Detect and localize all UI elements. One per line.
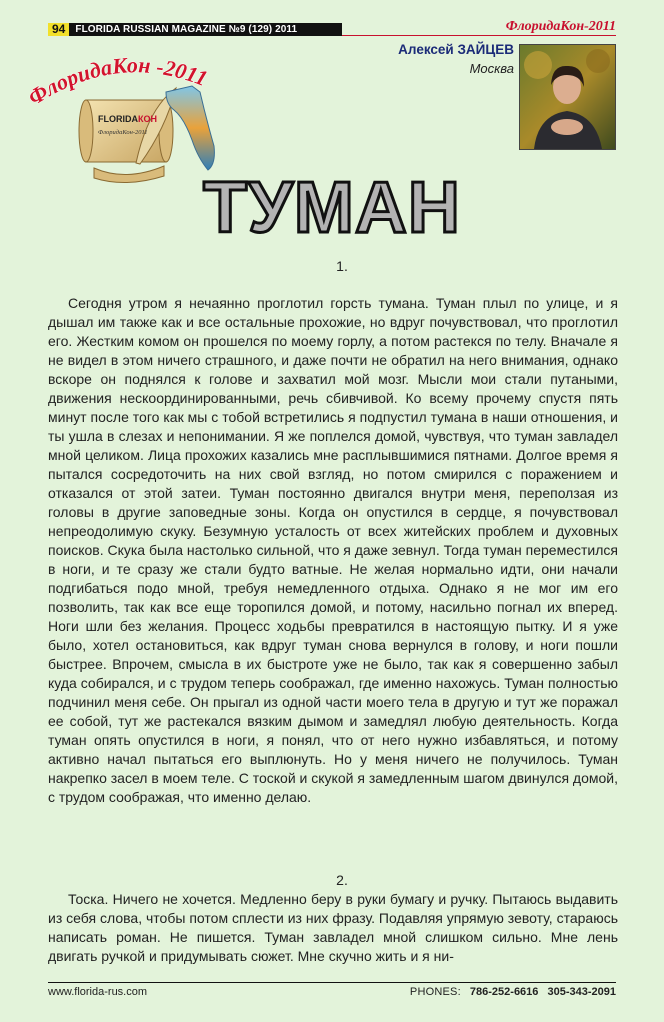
phones-label: PHONES: [409,986,461,998]
author-city: Москва [469,61,514,76]
magazine-header-bar [48,23,342,36]
section-1-text: Сегодня утром я нечаянно проглотил горсть тумана. Туман плыл по улице, и я дышал им также как и все остальные прохожие, но вдруг почувствовал, что проглотил его. Жестким комом он прошелся по моему горлу, а потом растекся по телу. Вначале я не видел в этом ничего страшного, и даже почти не обратил на него внимания, однако вскоре он поднялся к голове и захватил мой мозг. Мысли мои стали путаными, движения нескоординированными, речь сбивчивой. Ко всему прочему спустя пять минут после того как мы с тобой встретились я подпустил тумана в наши отношения, и ты ушла в слезах и непонимании. Я же поплелся домой, чувствуя, что туман завладел мной целиком. Лица прохожих казались мне расплывшимися пятнами. Долгое время я пытался сосредоточить на них свой взгляд, но потом смирился с поражением и отказался от этой затеи. Туман постоянно двигался внутри меня, переползая из головы в другие заповедные зоны. Когда он опустился в сердце, я почувствовал непреодолимую скуку. Безумную усталость от всех житейских проблем и духовных поисков. Скука была настолько сильной, что я даже зевнул. Тогда туман переместился в ноги, и те сразу же стали будто ватные. Не желая нормально идти, они начали подгибаться подо мной, требуя немедленного отдыха. Однако я не мог им его позволить, так как все еще торопился домой, и потому, насильно погнал их вперед. Ноги шли без желания. Процесс ходьбы превратился в настоящую пытку. И я уже было, хотел остановиться, как вдруг туман снова вернулся в голову, и ноги пошли быстрее. Впрочем, смысла в их быстроте уже не было, так как я совершенно забыл куда собирался, и с трудом теперь соображал, где именно нахожусь. Туман полностью подчинил меня себе. Он прыгал из одной части моего тела в другую и тут же поражал ее собой, тут же растекался вязким дымом и замедлял любую деятельность. Когда туман опять опустился в ноги, я понял, что от него нужно избавляться, и потому активно начал пытаться его выплюнуть. Но у меня ничего не получилось. Туман накрепко засел в моем теле. С тоской и скукой я замедленным шагом двинулся домой, с трудом соображая, что именно делаю. [48,295,618,805]
author-name: Алексей ЗАЙЦЕВ [398,42,514,57]
header-brand: ФлоридаКон-2011 [505,19,616,34]
logo-scroll-subtitle: ФлоридаКон-2011 [98,129,148,136]
svg-text:FLORIDAКОН [98,114,157,124]
section-2-text: Тоска. Ничего не хочется. Медленно беру в руки бумагу и ручку. Пытаюсь выдавить из себя слова, чтобы потом сплести из них фразу. Подавляя упрямую зевоту, стараюсь написать роман. Не пишется. Туман завладел мной слишком сильно. Мне лень двигать ручкой и придумывать сюжет. Мне скучно жить и я ни- [48,891,618,964]
logo-scroll-kon: КОН [138,114,157,124]
author-photo [519,44,616,150]
phone-number-1: 786-252-6616 [469,986,539,998]
footer-phones [410,986,616,998]
footer-website-link[interactable]: www.florida-rus.com [48,986,148,998]
footer-rule [48,982,616,983]
header-rule [342,35,616,36]
article-title: ТУМАН [203,168,461,248]
section-1-number: 1. [336,258,348,274]
section-2-number: 2. [336,872,348,888]
floridakon-logo [16,48,230,184]
logo-scroll-florida: FLORIDA [98,114,138,124]
phone-number-2: 305-343-2091 [547,986,616,998]
magazine-title: FLORIDA RUSSIAN MAGAZINE №9 (129) 2011 [75,24,298,35]
page-number: 94 [48,23,69,36]
logo-arc-text: ФлоридаКон -2011 [23,52,212,111]
